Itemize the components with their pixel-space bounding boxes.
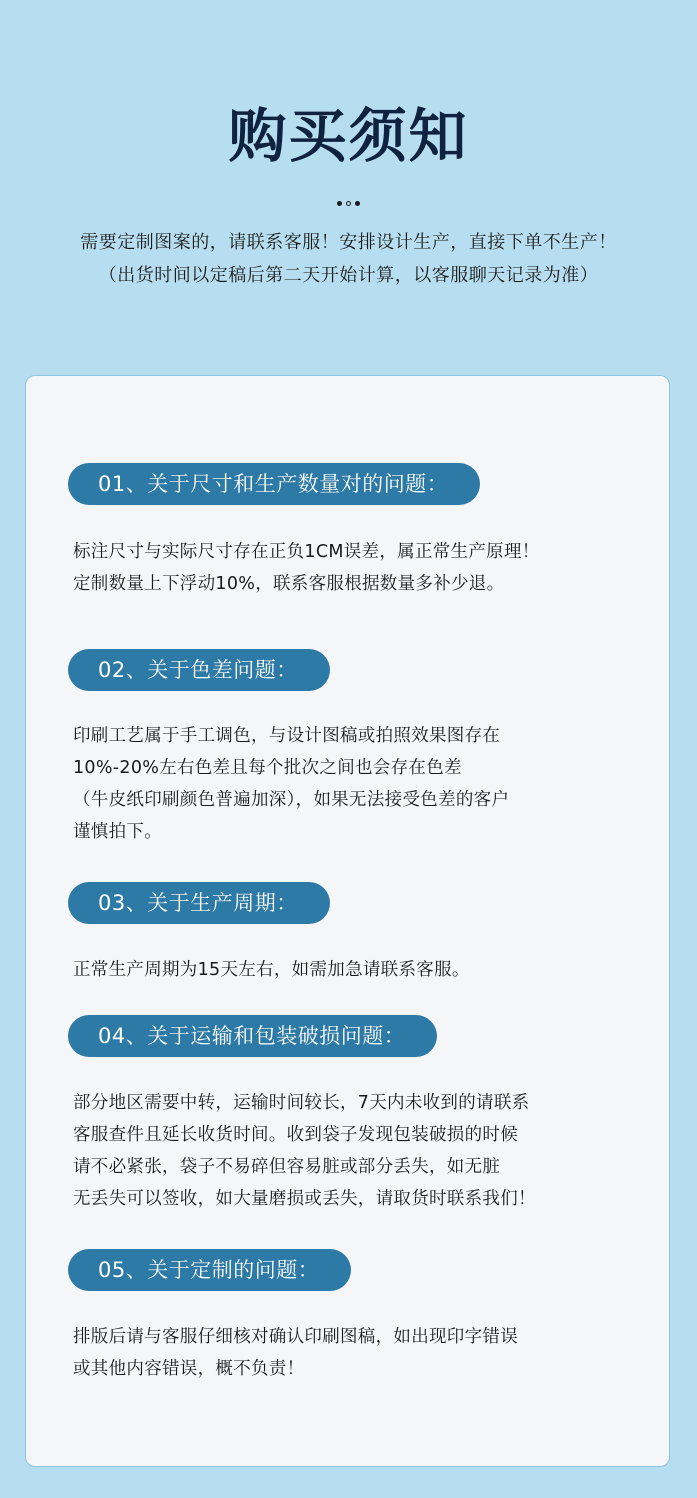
- section-body-production-cycle: [73, 954, 653, 986]
- dot-icon: [337, 201, 342, 206]
- section-heading-production-cycle: 03、关于生产周期：: [68, 882, 330, 924]
- section-heading-shipping-damage: 04、关于运输和包装破损问题：: [68, 1015, 437, 1057]
- subtitle-line-2: （出货时间以定稿后第二天开始计算，以客服聊天记录为准）: [98, 265, 599, 286]
- body-line: 正常生产周期为15天左右，如需加急请联系客服。: [73, 960, 470, 980]
- hollow-dot-icon: [346, 201, 351, 206]
- section-heading-size-quantity: 01、关于尺寸和生产数量对的问题：: [68, 463, 480, 505]
- page-title: 购买须知: [228, 102, 469, 170]
- body-line: 标注尺寸与实际尺寸存在正负1CM误差，属正常生产原理！: [73, 542, 540, 562]
- body-line: 印刷工艺属于手工调色，与设计图稿或拍照效果图存在: [73, 726, 501, 746]
- notice-card: [25, 375, 670, 1467]
- subtitle-line-1: 需要定制图案的，请联系客服！安排设计生产，直接下单不生产！: [80, 232, 617, 253]
- body-line: 部分地区需要中转，运输时间较长，7天内未收到的请联系: [73, 1093, 530, 1113]
- body-line: 谨慎拍下。: [73, 822, 162, 842]
- body-line: 客服查件且延长收货时间。收到袋子发现包装破损的时候: [73, 1125, 518, 1145]
- body-line: 排版后请与客服仔细核对确认印刷图稿，如出现印字错误: [73, 1327, 518, 1347]
- section-body-shipping-damage: [73, 1087, 653, 1215]
- body-line: （牛皮纸印刷颜色普遍加深），如果无法接受色差的客户: [73, 790, 510, 810]
- body-line: 定制数量上下浮动10%，联系客服根据数量多补少退。: [73, 574, 505, 594]
- dot-icon: [355, 201, 360, 206]
- section-body-customization: [73, 1321, 653, 1385]
- section-body-color-difference: [73, 720, 653, 848]
- header: [0, 0, 697, 340]
- body-line: 请不必紧张，袋子不易碎但容易脏或部分丢失，如无脏: [73, 1157, 501, 1177]
- body-line: 无丢失可以签收，如大量磨损或丢失，请取货时联系我们！: [73, 1189, 536, 1209]
- decorative-dots: [0, 198, 697, 208]
- section-heading-color-difference: 02、关于色差问题：: [68, 649, 330, 691]
- section-body-size-quantity: [73, 536, 653, 600]
- body-line: 10%-20%左右色差且每个批次之间也会存在色差: [73, 758, 462, 778]
- section-heading-customization: 05、关于定制的问题：: [68, 1249, 351, 1291]
- body-line: 或其他内容错误，概不负责！: [73, 1359, 305, 1379]
